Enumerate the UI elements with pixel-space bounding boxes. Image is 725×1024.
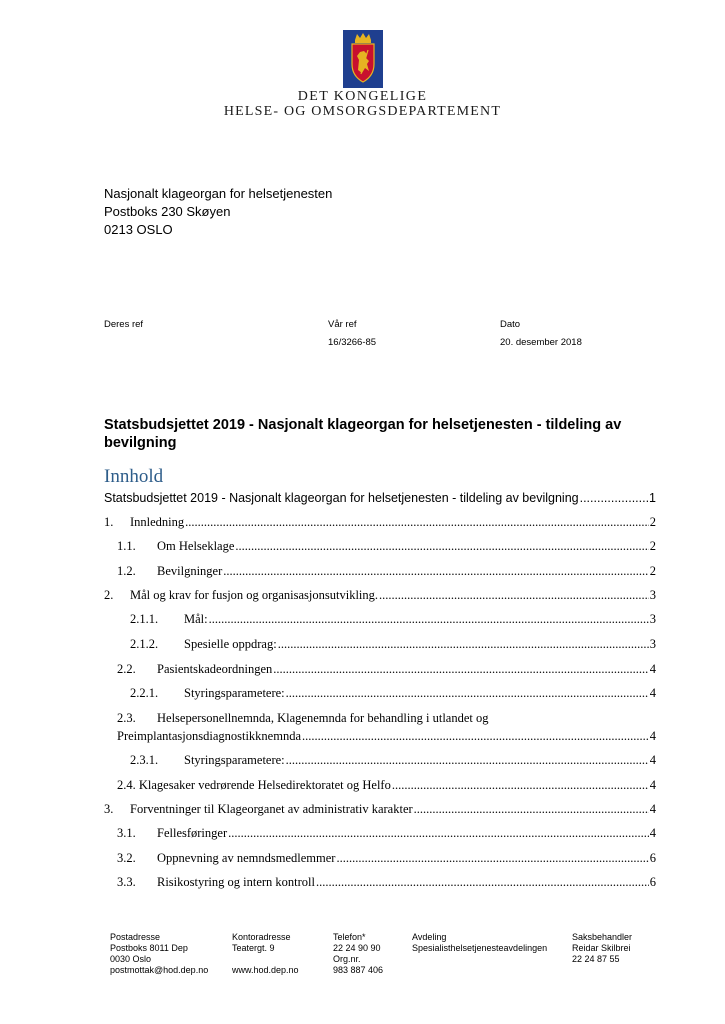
toc-leader [235,539,648,554]
toc-leader [223,564,648,579]
footer-kontoradresse-label: Kontoradresse [232,932,291,942]
toc-leader [228,826,649,841]
footer-orgnr-label: Org.nr. [333,954,361,964]
footer-postadresse [110,932,208,976]
toc-entry-page: 3 [649,588,656,602]
toc-entry-label: Om Helseklage [157,539,235,553]
toc-entry-page: 4 [649,826,656,840]
toc-entry-page: 4 [649,753,656,767]
toc-entry[interactable] [104,802,656,817]
toc-leader [286,686,649,701]
toc-entry-label: Forventninger til Klageorganet av administrativ karakter [130,802,413,816]
deres-ref-label: Deres ref [104,319,144,330]
toc-entry-page: 1 [649,491,656,505]
toc-entry-number: 1.2. [117,564,136,578]
toc-entry-number: 3.3. [117,875,136,889]
toc-entry-page: 3 [649,612,656,626]
toc-entry[interactable] [117,851,656,866]
footer-telefon-line1: 22 24 90 90 [333,943,381,953]
footer-telefon-label: Telefon* [333,932,366,942]
toc-entry-page: 4 [649,778,656,792]
toc-entry-label: Statsbudsjettet 2019 - Nasjonalt klageorgan for helsetjenesten - tildeling av bevilgning [104,491,579,505]
recipient-street: Postboks 230 Skøyen [104,204,231,219]
document-title: Statsbudsjettet 2019 - Nasjonalt klageorgan for helsetjenesten - tildeling av bevilgning [104,417,622,451]
toc-leader [580,491,648,505]
toc-leader [316,875,649,890]
toc-entry[interactable] [104,491,656,505]
var-ref-value: 16/3266-85 [328,337,377,348]
toc-entry-number: 1.1. [117,539,136,553]
footer-postadresse-line2: 0030 Oslo [110,954,152,964]
toc-leader [209,612,649,627]
toc-entry-label: Risikostyring og intern kontroll [157,875,315,889]
toc-entry-page: 3 [649,637,656,651]
toc-entry-number: 2.1.2. [130,637,159,651]
toc-entry-number: 2.2. [117,662,136,676]
toc-entry-page: 6 [649,851,656,865]
toc-entry[interactable] [117,778,656,793]
toc-entry-label: Styringsparametere: [184,753,285,767]
dato-value: 20. desember 2018 [500,337,582,348]
toc-entry-page: 4 [649,686,656,700]
toc-entry[interactable] [130,753,656,768]
footer-avdeling-line1: Spesialisthelsetjenesteavdelingen [412,943,548,953]
toc-entry[interactable] [130,612,656,627]
recipient-city: 0213 OSLO [104,222,173,237]
footer-saksbehandler-label: Saksbehandler [572,932,633,942]
footer-saksbehandler [572,932,632,965]
footer-postadresse-label: Postadresse [110,932,161,942]
toc-entry-page: 2 [649,539,656,553]
toc-entry-page: 4 [649,802,656,816]
toc-entry-label: Mål: [184,612,208,626]
toc-entry-label: Bevilgninger [157,564,223,578]
toc-leader [278,637,649,652]
toc-entry-number: 3. [104,802,114,816]
toc-entry-page: 4 [649,729,656,743]
toc-entry-number: 3.1. [117,826,136,840]
dato-label: Dato [500,319,521,330]
toc-heading: Innhold [104,466,164,487]
toc-entry-number: 1. [104,515,114,529]
toc-entry-number: 2.3.1. [130,753,159,767]
footer-kontoradresse [232,932,299,976]
toc-entry-label: Innledning [130,515,185,529]
toc-leader [185,515,649,530]
toc-entry-label: Helsepersonellnemnda, Klagenemnda for behandling i utlandet og [157,711,489,725]
footer-website-link[interactable]: www.hod.dep.no [232,965,299,975]
toc-entry-label: Spesielle oppdrag: [184,637,277,651]
toc-leader [302,729,649,744]
footer-orgnr-value: 983 887 406 [333,965,384,975]
toc-entry[interactable] [130,686,656,701]
toc-entry-number: 2. [104,588,114,602]
toc-entry[interactable] [117,875,656,890]
recipient-name: Nasjonalt klageorgan for helsetjenesten [104,186,333,201]
toc-leader [336,851,648,866]
toc-entry-label-continued: Preimplantasjonsdiagnostikknemnda [117,729,302,743]
toc-entry-line-1[interactable] [117,711,489,726]
toc-entry-label: Oppnevning av nemndsmedlemmer [157,851,336,865]
toc-entry-page: 6 [649,875,656,889]
toc-entry-label: Fellesføringer [157,826,228,840]
toc-entry-number: 2.3. [117,711,136,725]
toc-entry-label: Styringsparametere: [184,686,285,700]
toc-entry[interactable] [117,662,656,677]
toc-entry-label: Pasientskadeordningen [157,662,273,676]
coat-of-arms-icon [343,30,383,88]
toc-entry[interactable] [117,539,656,554]
footer-telefon [333,932,383,976]
letterhead-line-1: DET KONGELIGE [297,89,428,104]
toc-leader [392,778,649,793]
footer-email-link[interactable]: postmottak@hod.dep.no [110,965,209,975]
toc-entry[interactable] [117,729,656,744]
footer-saksbehandler-line1: Reidar Skilbrei [572,943,631,953]
letterhead-logo [0,30,725,88]
toc-entry-page: 2 [649,515,656,529]
footer-postadresse-line1: Postboks 8011 Dep [110,943,188,953]
var-ref-label: Vår ref [328,319,357,330]
toc-entry[interactable] [117,826,656,841]
toc-leader [273,662,648,677]
toc-leader [379,588,649,603]
toc-entry-label: 2.4. Klagesaker vedrørende Helsedirektoratet og Helfo [117,778,391,792]
toc-entry[interactable] [130,637,656,652]
toc-entry[interactable] [117,564,656,579]
footer-avdeling [412,932,547,954]
footer-saksbehandler-line2: 22 24 87 55 [572,954,620,964]
toc-entry[interactable] [104,588,656,603]
footer-avdeling-label: Avdeling [412,932,447,942]
toc-entry[interactable] [104,515,656,530]
toc-entry-page: 2 [649,564,656,578]
toc-leader [414,802,649,817]
footer-kontoradresse-line1: Teatergt. 9 [232,943,275,953]
letterhead-line-2: HELSE- OG OMSORGSDEPARTEMENT [223,104,502,119]
toc-entry-number: 2.2.1. [130,686,159,700]
toc-entry-number: 2.1.1. [130,612,159,626]
toc-entry-page: 4 [649,662,656,676]
toc-entry-number: 3.2. [117,851,136,865]
toc-leader [286,753,649,768]
toc-entry-label: Mål og krav for fusjon og organisasjonsutvikling. [130,588,379,602]
